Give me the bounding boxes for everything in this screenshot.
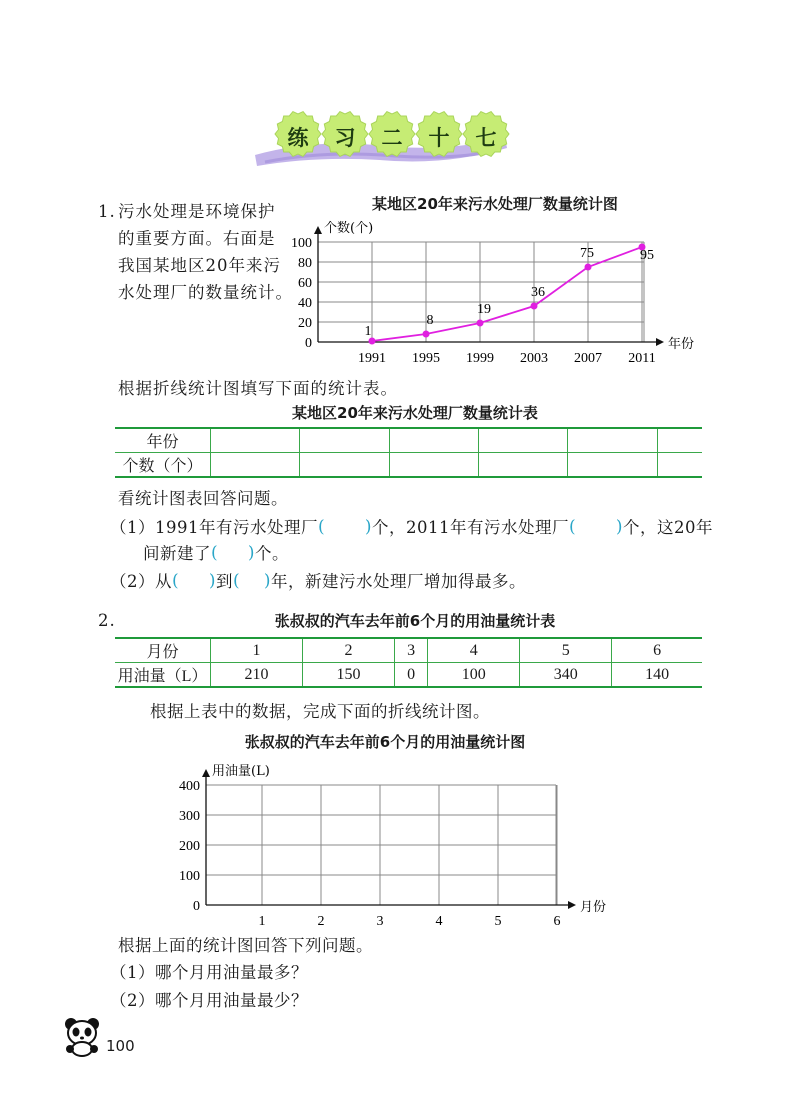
title-char-2: 习 <box>334 126 356 150</box>
q1-sub-intro: 看统计图表回答问题。 <box>118 489 288 508</box>
q2-instruction: 根据上表中的数据，完成下面的折线统计图。 <box>150 702 490 721</box>
q1-sub1 <box>110 515 713 541</box>
q2-sub2: （2）哪个月用油量最少？ <box>110 991 308 1010</box>
title-char-1: 练 <box>287 126 309 150</box>
chart1-title: 某地区20年来污水处理厂数量统计图 <box>372 195 618 213</box>
y-tick-label: 400 <box>179 779 200 794</box>
q1-sub1-line2 <box>143 541 289 567</box>
x-axis-title: 月份 <box>580 900 607 915</box>
data-label: 95 <box>640 248 654 263</box>
answer-blank[interactable]: ( ) <box>569 517 623 537</box>
y-tick-label: 300 <box>179 809 200 824</box>
x-tick-label: 2 <box>317 914 325 929</box>
q2-number: 2. <box>98 611 116 630</box>
q1-text <box>118 198 298 306</box>
x-tick-label: 1991 <box>358 351 386 366</box>
table-cell-blank[interactable] <box>211 428 300 453</box>
data-point <box>477 320 484 327</box>
data-point <box>531 303 538 310</box>
y-tick-label: 60 <box>298 276 312 291</box>
x-axis-title: 年份 <box>668 337 695 352</box>
q1-sub2-text: （2）从 <box>110 572 172 591</box>
y-tick-label: 100 <box>291 236 312 251</box>
x-tick-label: 1999 <box>466 351 494 366</box>
q1-text-line: 我国某地区20年来污 <box>118 256 281 275</box>
table-cell-blank[interactable] <box>657 428 702 453</box>
table-cell-fuel: 210 <box>211 663 303 688</box>
q2-table-title: 张叔叔的汽车去年前6个月的用油量统计表 <box>274 612 556 630</box>
table-cell-month: 4 <box>428 638 520 663</box>
y-axis-arrow <box>314 226 322 234</box>
q1-table-title: 某地区20年来污水处理厂数量统计表 <box>292 404 538 422</box>
table-cell-blank[interactable] <box>300 428 389 453</box>
page-number: 100 <box>106 1037 135 1055</box>
table-cell-fuel: 0 <box>395 663 428 688</box>
q1-sub2-text: 到 <box>216 572 233 591</box>
x-axis-arrow <box>656 338 664 346</box>
table-header-label: 月份 <box>115 638 211 663</box>
q1-text-line: 的重要方面。右面是 <box>118 229 276 248</box>
x-tick-label: 3 <box>376 914 384 929</box>
q1-sub2-text: 年，新建污水处理厂增加得最多。 <box>271 572 526 591</box>
table-cell-blank[interactable] <box>300 453 389 478</box>
answer-blank[interactable]: ( ) <box>233 571 271 591</box>
table-cell-month: 2 <box>303 638 395 663</box>
data-label: 19 <box>477 302 491 317</box>
answer-blank[interactable]: ( ) <box>318 517 372 537</box>
y-tick-label: 80 <box>298 256 312 271</box>
x-tick-label: 2003 <box>520 351 548 366</box>
y-axis-title: 个数(个) <box>324 221 374 236</box>
q2-sub1: （1）哪个月用油量最多？ <box>110 963 308 982</box>
table-cell-month: 1 <box>211 638 303 663</box>
q1-instruction: 根据折线统计图填写下面的统计表。 <box>118 379 398 398</box>
table-cell-fuel: 100 <box>428 663 520 688</box>
table-row-label: 个数（个） <box>115 453 211 478</box>
table-cell-blank[interactable] <box>211 453 300 478</box>
table-cell-blank[interactable] <box>657 453 702 478</box>
table-cell-blank[interactable] <box>389 428 478 453</box>
q1-sub1-text: （1）1991年有污水处理厂 <box>110 518 318 537</box>
title-banner <box>255 100 515 180</box>
q1-text-line: 水处理厂的数量统计。 <box>118 283 293 302</box>
q1-sub1-text: 个，2011年有污水处理厂 <box>372 518 569 537</box>
y-tick-label: 100 <box>179 869 200 884</box>
q1-sub1-text: 个。 <box>255 544 289 563</box>
table-cell-blank[interactable] <box>389 453 478 478</box>
table-cell-fuel: 150 <box>303 663 395 688</box>
y-tick-label: 20 <box>298 316 312 331</box>
title-char-4: 十 <box>428 126 450 150</box>
table-row-label: 用油量（L） <box>115 663 211 688</box>
x-tick-label: 5 <box>494 914 502 929</box>
y-tick-label: 0 <box>305 336 312 351</box>
q2-after-chart: 根据上面的统计图回答下列问题。 <box>118 936 373 955</box>
q2-fuel-table <box>115 637 702 688</box>
table-cell-month: 6 <box>612 638 702 663</box>
answer-blank[interactable]: ( ) <box>211 543 255 563</box>
chart2-title: 张叔叔的汽车去年前6个月的用油量统计图 <box>244 733 526 751</box>
x-axis-arrow <box>568 901 576 909</box>
title-char-3: 二 <box>381 126 403 150</box>
q1-sub1-text: 间新建了 <box>143 544 211 563</box>
table-cell-blank[interactable] <box>479 428 568 453</box>
table-cell-fuel: 340 <box>520 663 612 688</box>
x-tick-label: 2011 <box>628 351 656 366</box>
panda-icon <box>62 1015 104 1057</box>
series-line <box>372 247 642 341</box>
x-tick-label: 1 <box>258 914 266 929</box>
answer-blank[interactable]: ( ) <box>172 571 216 591</box>
table-cell-blank[interactable] <box>479 453 568 478</box>
y-tick-label: 40 <box>298 296 312 311</box>
q1-number: 1. <box>98 202 116 221</box>
data-label: 36 <box>531 285 545 300</box>
q1-text-line: 污水处理是环境保护 <box>118 202 276 221</box>
y-tick-label: 0 <box>193 899 200 914</box>
data-point <box>585 264 592 271</box>
table-cell-fuel: 140 <box>612 663 702 688</box>
table-row-label: 年份 <box>115 428 211 453</box>
table-cell-blank[interactable] <box>568 453 657 478</box>
table-cell-blank[interactable] <box>568 428 657 453</box>
x-tick-label: 6 <box>553 914 561 929</box>
q1-sub2 <box>110 569 526 595</box>
data-label: 1 <box>364 324 372 339</box>
table-cell-month: 5 <box>520 638 612 663</box>
title-char-5: 七 <box>475 126 497 150</box>
chart2-plot <box>160 755 630 935</box>
q1-fill-table <box>115 427 702 478</box>
y-tick-label: 200 <box>179 839 200 854</box>
table-cell-month: 3 <box>395 638 428 663</box>
data-point <box>423 331 430 338</box>
chart1-plot <box>280 212 710 372</box>
x-tick-label: 4 <box>435 914 443 929</box>
y-axis-title: 用油量(L) <box>212 764 270 779</box>
q1-sub1-text: 个，这20年 <box>623 518 713 537</box>
data-label: 75 <box>580 246 594 261</box>
data-label: 8 <box>426 313 434 328</box>
x-tick-label: 1995 <box>412 351 440 366</box>
y-axis-arrow <box>202 769 210 777</box>
x-tick-label: 2007 <box>574 351 602 366</box>
